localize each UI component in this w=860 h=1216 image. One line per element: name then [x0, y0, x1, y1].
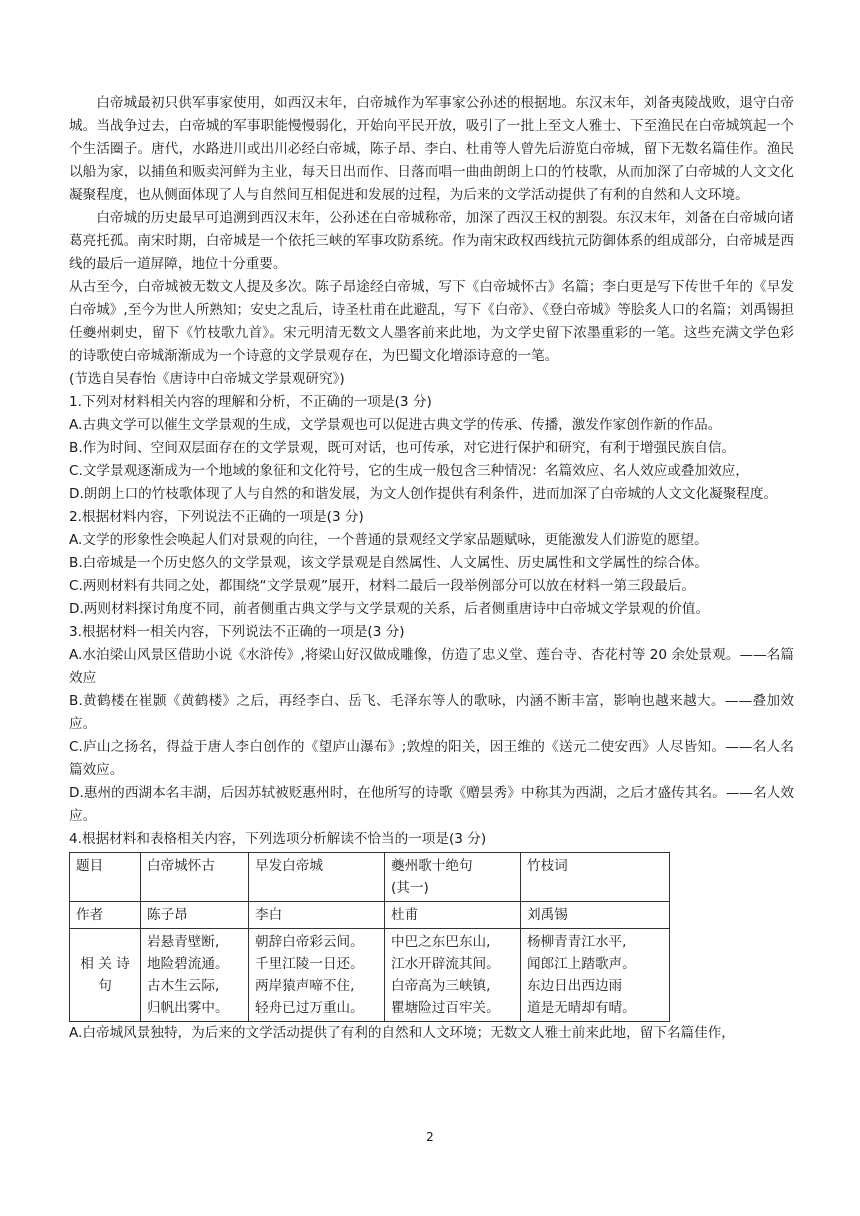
question-3-option-a: A.水泊梁山风景区借助小说《水浒传》,将梁山好汉做成雕像，仿造了忠义堂、莲台寺、杏花村等 20 余处景观。——名篇效应: [69, 647, 794, 686]
table-row: [70, 929, 670, 1022]
question-1-option-a: A.古典文学可以催生文学景观的生成，文学景观也可以促进古典文学的传承、传播，激发作家创作新的作品。: [69, 417, 722, 433]
poem-line: 东边日出西边雨: [527, 978, 623, 994]
page-number: 2: [426, 1130, 434, 1144]
question-1-option-b: B.作为时间、空间双层面存在的文学景观，既可对话，也可传承，对它进行保护和研究，有利于增强民族自信。: [69, 440, 736, 456]
table-cell-line: 夔州歌十绝句: [391, 858, 473, 874]
table-cell: [521, 929, 670, 1022]
document-body: [69, 92, 794, 1045]
poem-line: 古木生云际,: [147, 978, 220, 994]
question-2-option-c: C.两则材料有共同之处，都围绕“文学景观”展开，材料二最后一段举例部分可以放在材料一第三段最后。: [69, 578, 696, 594]
table-row: [70, 853, 670, 902]
question-4-option-a: A.白帝城风景独特，为后来的文学活动提供了有利的自然和人文环境；无数文人雅士前来此地，留下名篇佳作，: [69, 1025, 735, 1041]
poem-line: 道是无晴却有晴。: [527, 1000, 636, 1016]
table-cell: 早发白帝城: [249, 853, 385, 902]
table-cell: 题目: [70, 853, 141, 902]
poem-line: 闻郎江上踏歌声。: [527, 956, 636, 972]
table-cell: 刘禹锡: [521, 902, 670, 929]
table-cell: 白帝城怀古: [141, 853, 249, 902]
question-2-option-d: D.两则材料探讨角度不同，前者侧重古典文学与文学景观的关系，后者侧重唐诗中白帝城文学景观的价值。: [69, 601, 710, 617]
question-3-option-c: C.庐山之扬名，得益于唐人李白创作的《望庐山瀑布》;敦煌的阳关，因王维的《送元二使安西》人尽皆知。——名人名篇效应。: [69, 739, 794, 778]
material-source: (节选自吴春怡《唐诗中白帝城文学景观研究》): [69, 371, 345, 387]
question-4-stem: 4.根据材料和表格相关内容，下列选项分析解读不恰当的一项是(3 分): [69, 831, 487, 847]
table-cell: 陈子昂: [141, 902, 249, 929]
poem-line: 归帆出雾中。: [147, 1000, 229, 1016]
poem-line: 江水开辟流其间。: [391, 956, 500, 972]
material-paragraph-1: 白帝城最初只供军事家使用，如西汉末年，白帝城作为军事家公孙述的根据地。东汉末年，刘备夷陵战败，退守白帝城。当战争过去，白帝城的军事职能慢慢弱化，开始向平民开放，吸引了一批上至文人雅士、下至渔民在白帝城筑起一个个生活圈子。唐代，水路进川或出川必经白帝城，陈子昂、李白、杜甫等人曾先后游览白帝城，留下无数名篇佳作。渔民以船为家，以捕鱼和贩卖河鲜为主业，每天日出而作、日落而唱一曲曲朗朗上口的竹枝歌，从而加深了白帝城的人文文化凝聚程度，也从侧面体现了人与自然间互相促进和发展的过程，为后来的文学活动提供了有利的自然和人文环境。: [69, 95, 794, 203]
poem-line: 瞿塘险过百牢关。: [391, 1000, 500, 1016]
poem-line: 两岸猿声啼不住,: [255, 978, 355, 994]
question-3-stem: 3.根据材料一相关内容，下列说法不正确的一项是(3 分): [69, 624, 405, 640]
question-1-stem: 1.下列对材料相关内容的理解和分析，不正确的一项是(3 分): [69, 394, 432, 410]
question-2-stem: 2.根据材料内容，下列说法不正确的一项是(3 分): [69, 509, 364, 525]
material-paragraph-3: 从古至今，白帝城被无数文人提及多次。陈子昂途经白帝城，写下《白帝城怀古》名篇；李白更是写下传世千年的《早发白帝城》,至今为世人所熟知；安史之乱后，诗圣杜甫在此避乱，写下《白帝》、《登白帝城》等脍炙人口的名篇；刘禹锡担任夔州刺史，留下《竹枝歌九首》。宋元明清无数文人墨客前来此地，为文学史留下浓墨重彩的一笔。这些充满文学色彩的诗歌使白帝城渐渐成为一个诗意的文学景观存在，为巴蜀文化增添诗意的一笔。: [69, 279, 794, 364]
question-3-option-b: B.黄鹤楼在崔颢《黄鹤楼》之后，再经李白、岳飞、毛泽东等人的歌咏，内涵不断丰富，影响也越来越大。——叠加效应。: [69, 693, 794, 732]
question-1-option-d: D.朗朗上口的竹枝歌体现了人与自然的和谐发展，为文人创作提供有利条件，进而加深了白帝城的人文文化凝聚程度。: [69, 486, 778, 502]
poem-line: 朝辞白帝彩云间。: [255, 934, 364, 950]
question-2-option-a: A.文学的形象性会唤起人们对景观的向往，一个普通的景观经文学家品题赋咏，更能激发人们游览的愿望。: [69, 532, 708, 548]
table-cell: 李白: [249, 902, 385, 929]
poem-line: 轻舟已过万重山。: [255, 1000, 364, 1016]
table-cell: [141, 929, 249, 1022]
question-2-option-b: B.白帝城是一个历史悠久的文学景观，该文学景观是自然属性、人文属性、历史属性和文学属性的综合体。: [69, 555, 708, 571]
material-paragraph-2: 白帝城的历史最早可追溯到西汉末年，公孙述在白帝城称帝，加深了西汉王权的割裂。东汉末年，刘备在白帝城向诸葛亮托孤。南宋时期，白帝城是一个依托三峡的军事攻防系统。作为南宋政权西线抗元防御体系的组成部分，白帝城是西线的最后一道屏障，地位十分重要。: [69, 210, 794, 272]
poem-line: 中巴之东巴东山,: [391, 934, 491, 950]
table-cell: 相 关 诗 句: [70, 929, 141, 1022]
table-cell: 杜甫: [385, 902, 521, 929]
table-cell: [385, 853, 521, 902]
table-row: [70, 902, 670, 929]
poem-line: 地险碧流通。: [147, 956, 229, 972]
poem-table: [69, 852, 670, 1022]
poem-line: 岩悬青壁断,: [147, 934, 220, 950]
table-cell: [385, 929, 521, 1022]
table-cell: 作者: [70, 902, 141, 929]
question-1-option-c: C.文学景观逐渐成为一个地域的象征和文化符号，它的生成一般包含三种情况：名篇效应、名人效应或叠加效应，: [69, 463, 749, 479]
table-cell: 竹枝词: [521, 853, 670, 902]
poem-line: 千里江陵一日还。: [255, 956, 364, 972]
question-3-option-d: D.惠州的西湖本名丰湖，后因苏轼被贬惠州时，在他所写的诗歌《赠昙秀》中称其为西湖，之后才盛传其名。——名人效应。: [69, 785, 794, 824]
poem-line: 白帝高为三峡镇,: [391, 978, 491, 994]
poem-line: 杨柳青青江水平,: [527, 934, 627, 950]
table-cell-line: (其一): [391, 880, 429, 896]
table-cell: [249, 929, 385, 1022]
